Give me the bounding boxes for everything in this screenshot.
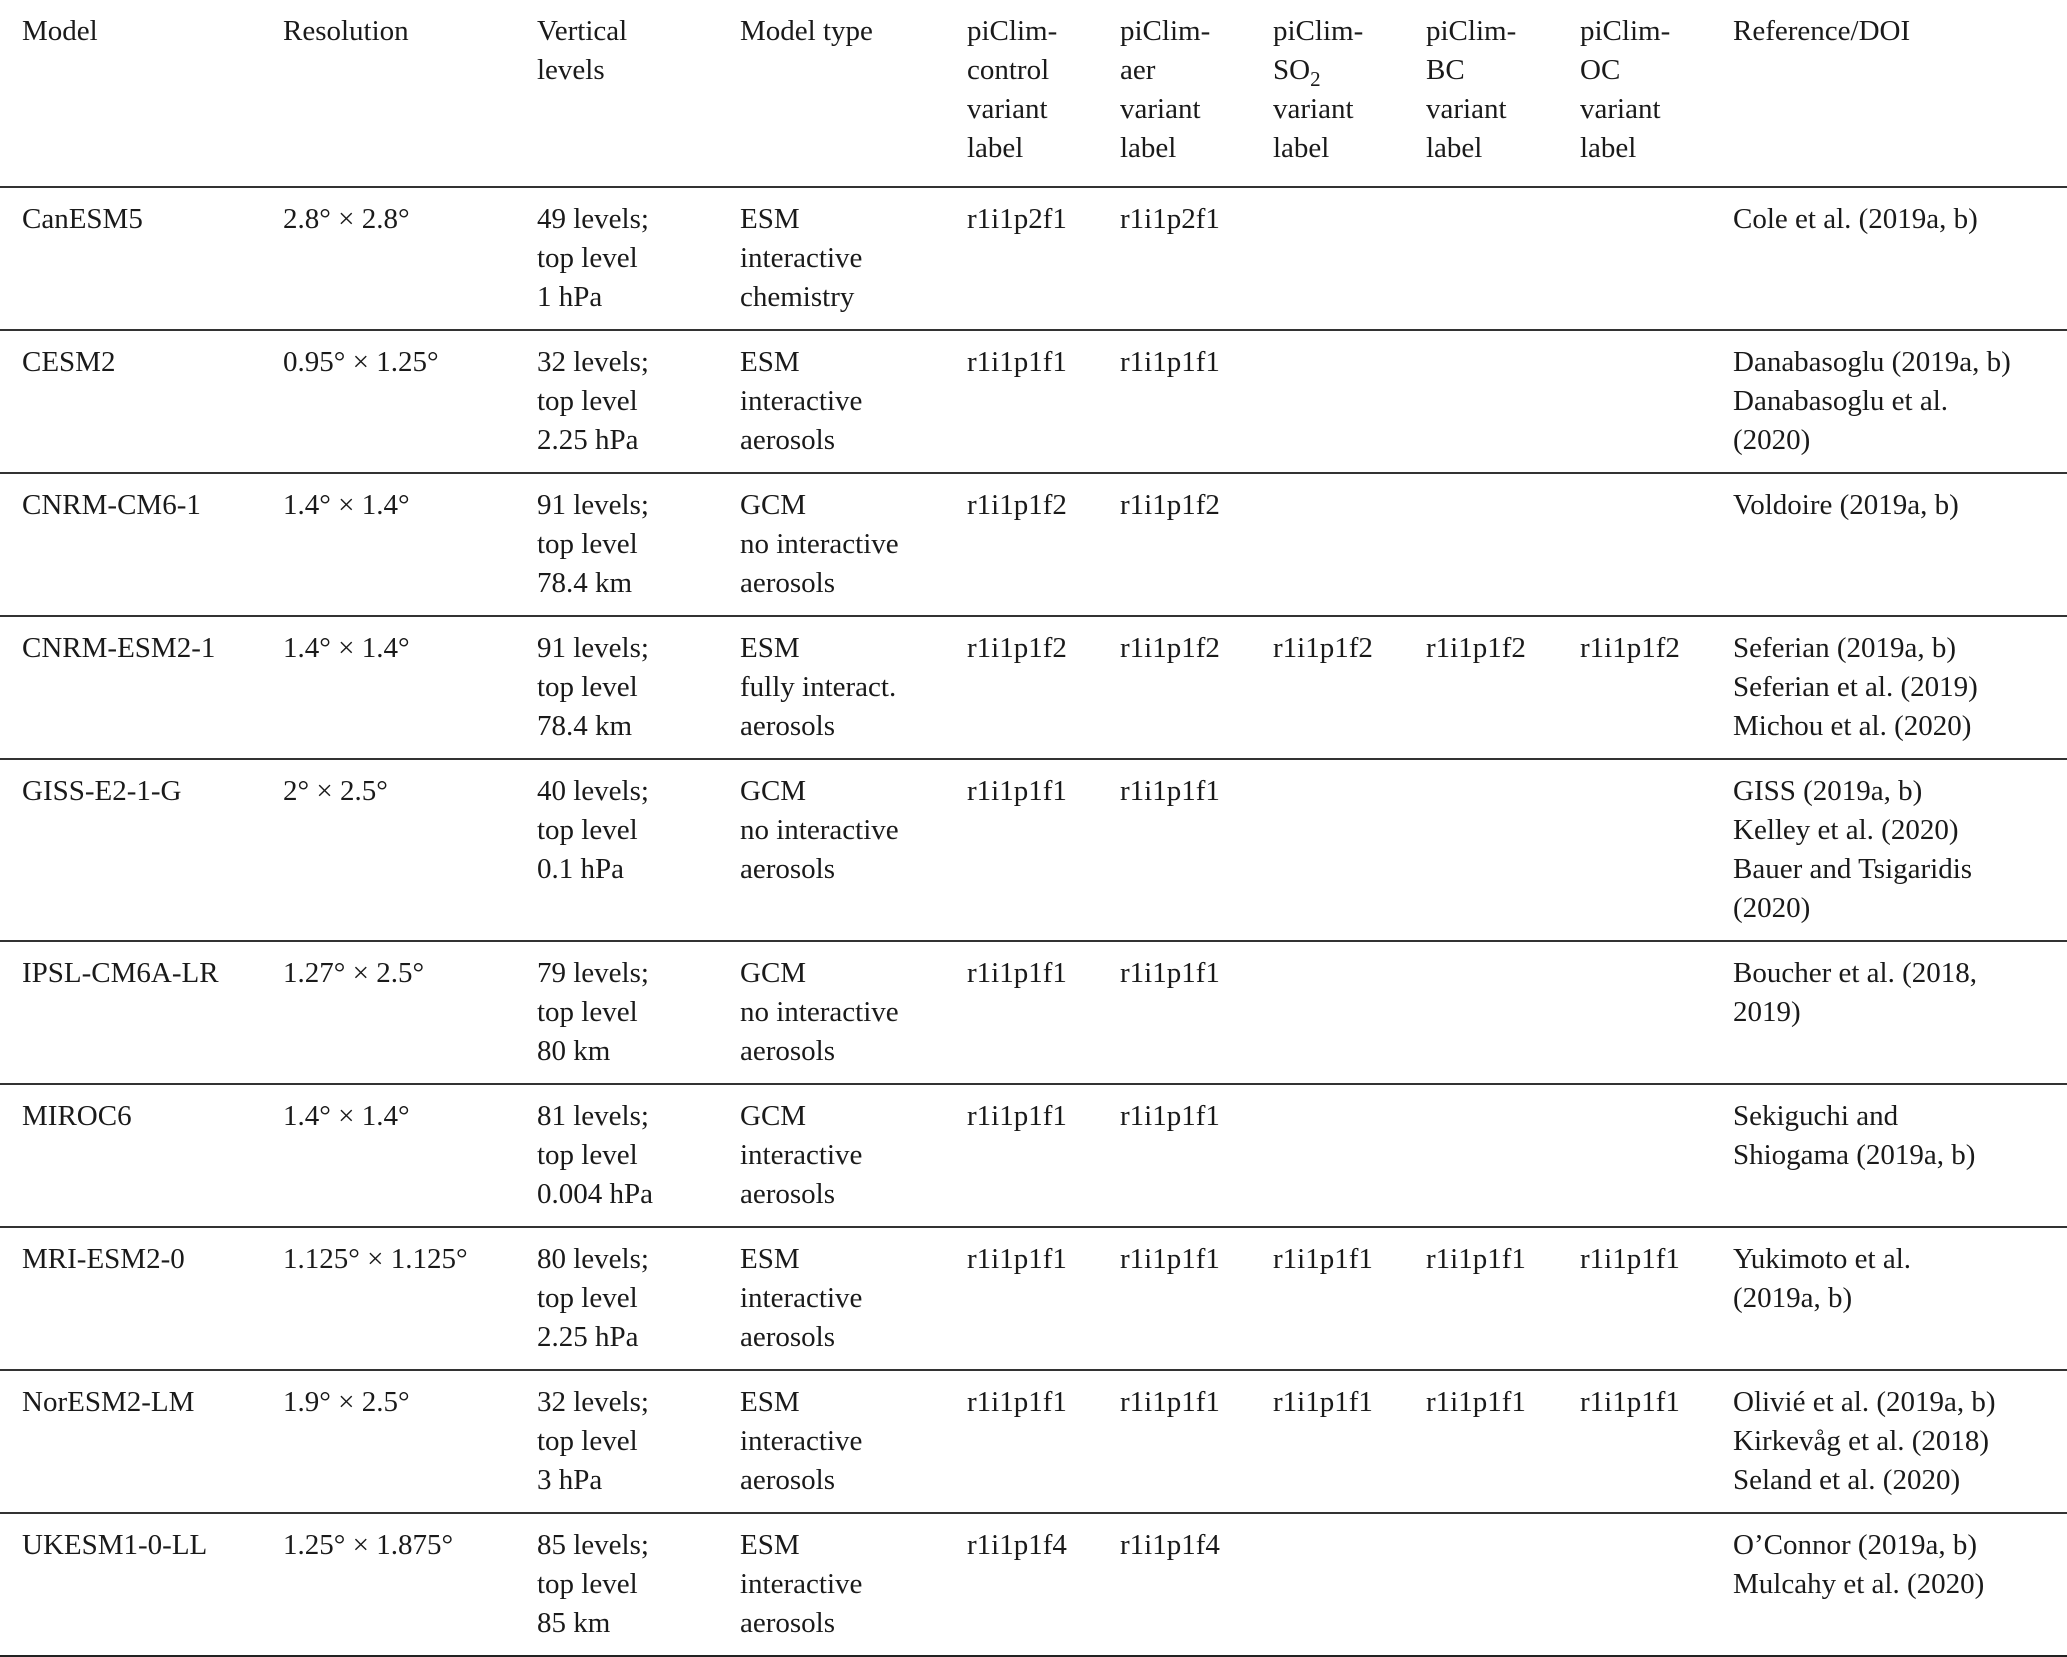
model-name: CESM2 [0, 330, 283, 473]
reference-cell-line: Michou et al. (2020) [1733, 710, 1972, 742]
model-type-cell-line: ESM [740, 1386, 800, 1418]
model-type-cell-line: aerosols [740, 1321, 836, 1353]
reference-cell-line: Seland et al. (2020) [1733, 1464, 1961, 1496]
model-type-cell-line: aerosols [740, 1178, 836, 1210]
vertical-levels-cell-line: 49 levels; [537, 203, 649, 235]
vertical-levels-cell-line: 1 hPa [537, 281, 603, 313]
oc-variant-cell: r1i1p1f1 [1580, 1227, 1733, 1370]
table-row [0, 1513, 2067, 1656]
so2-variant-cell: r1i1p1f2 [1273, 616, 1426, 759]
vertical-levels-cell-line: 32 levels; [537, 1386, 649, 1418]
bc-variant-cell [1426, 473, 1580, 616]
model-name: UKESM1-0-LL [0, 1513, 283, 1656]
header-row [0, 0, 2067, 187]
reference-cell-line: Sekiguchi and [1733, 1100, 1899, 1132]
resolution-cell: 1.4° × 1.4° [283, 1084, 537, 1227]
reference-cell-line: (2020) [1733, 424, 1811, 456]
model-type-cell-line: aerosols [740, 853, 836, 885]
model-type-cell-line: no interactive [740, 996, 899, 1028]
vertical-levels-cell [537, 1370, 740, 1513]
model-type-cell-line: aerosols [740, 567, 836, 599]
control-variant-cell: r1i1p1f1 [967, 1370, 1120, 1513]
vertical-levels-cell-line: 85 km [537, 1607, 611, 1639]
aer-variant-cell: r1i1p1f1 [1120, 1370, 1273, 1513]
vertical-levels-cell-line: 91 levels; [537, 632, 649, 664]
model-name: CNRM-CM6-1 [0, 473, 283, 616]
reference-cell-line: Boucher et al. (2018, [1733, 957, 1978, 989]
table-row [0, 1227, 2067, 1370]
so2-variant-cell: r1i1p1f1 [1273, 1227, 1426, 1370]
vertical-levels-cell-line: top level [537, 814, 638, 846]
model-type-cell [740, 330, 967, 473]
header-control-variant: piClim- control variant label [967, 0, 1120, 187]
vertical-levels-cell [537, 330, 740, 473]
model-type-cell [740, 473, 967, 616]
bc-variant-cell: r1i1p1f1 [1426, 1227, 1580, 1370]
reference-cell [1733, 1227, 2067, 1370]
control-variant-cell: r1i1p1f1 [967, 941, 1120, 1084]
control-variant-cell: r1i1p1f1 [967, 1084, 1120, 1227]
model-name: MIROC6 [0, 1084, 283, 1227]
header-bc-variant: piClim- BC variant label [1426, 0, 1580, 187]
reference-cell-line: Yukimoto et al. [1733, 1243, 1912, 1275]
oc-variant-cell [1580, 1084, 1733, 1227]
reference-cell [1733, 187, 2067, 330]
aer-variant-cell: r1i1p1f2 [1120, 473, 1273, 616]
header-model: Model [0, 0, 283, 187]
so2-variant-cell [1273, 1084, 1426, 1227]
model-type-cell-line: aerosols [740, 424, 836, 456]
reference-cell-line: Kelley et al. (2020) [1733, 814, 1959, 846]
table-body [0, 187, 2067, 1656]
oc-variant-cell [1580, 941, 1733, 1084]
vertical-levels-cell-line: 78.4 km [537, 710, 633, 742]
vertical-levels-cell-line: 91 levels; [537, 489, 649, 521]
model-type-cell-line: GCM [740, 957, 807, 989]
bc-variant-cell [1426, 330, 1580, 473]
oc-variant-cell: r1i1p1f1 [1580, 1370, 1733, 1513]
model-type-cell-line: interactive [740, 242, 863, 274]
reference-cell-line: Seferian et al. (2019) [1733, 671, 1978, 703]
reference-cell-line: Voldoire (2019a, b) [1733, 489, 1959, 521]
aer-variant-cell: r1i1p1f1 [1120, 759, 1273, 941]
reference-cell-line: GISS (2019a, b) [1733, 775, 1923, 807]
aer-variant-cell: r1i1p2f1 [1120, 187, 1273, 330]
header-so2-variant: piClim- $SO_2$ variant label [1273, 0, 1426, 187]
vertical-levels-cell-line: top level [537, 242, 638, 274]
model-type-cell [740, 187, 967, 330]
reference-cell-line: 2019) [1733, 996, 1801, 1028]
vertical-levels-cell-line: 40 levels; [537, 775, 649, 807]
model-type-cell-line: interactive [740, 385, 863, 417]
table-row [0, 1370, 2067, 1513]
model-type-cell-line: interactive [740, 1568, 863, 1600]
model-type-cell-line: chemistry [740, 281, 855, 313]
vertical-levels-cell [537, 473, 740, 616]
vertical-levels-cell [537, 759, 740, 941]
so2-variant-cell [1273, 473, 1426, 616]
aer-variant-cell: r1i1p1f1 [1120, 1227, 1273, 1370]
vertical-levels-cell [537, 1513, 740, 1656]
model-name: CanESM5 [0, 187, 283, 330]
model-name: CNRM-ESM2-1 [0, 616, 283, 759]
model-type-cell-line: no interactive [740, 528, 899, 560]
oc-variant-cell: r1i1p1f2 [1580, 616, 1733, 759]
header-model-type: Model type [740, 0, 967, 187]
vertical-levels-cell-line: 3 hPa [537, 1464, 603, 1496]
table-row [0, 941, 2067, 1084]
model-type-cell-line: interactive [740, 1425, 863, 1457]
reference-cell-line: Cole et al. (2019a, b) [1733, 203, 1978, 235]
resolution-cell: 1.25° × 1.875° [283, 1513, 537, 1656]
aer-variant-cell: r1i1p1f1 [1120, 941, 1273, 1084]
header-aer-variant: piClim- aer variant label [1120, 0, 1273, 187]
header-reference: Reference/DOI [1733, 0, 2067, 187]
reference-cell-line: Danabasoglu (2019a, b) [1733, 346, 2011, 378]
model-type-cell-line: ESM [740, 1529, 800, 1561]
resolution-cell: 0.95° × 1.25° [283, 330, 537, 473]
reference-cell-line: O’Connor (2019a, b) [1733, 1529, 1978, 1561]
control-variant-cell: r1i1p1f4 [967, 1513, 1120, 1656]
vertical-levels-cell-line: top level [537, 1282, 638, 1314]
vertical-levels-cell-line: 0.1 hPa [537, 853, 624, 885]
oc-variant-cell [1580, 473, 1733, 616]
vertical-levels-cell [537, 1084, 740, 1227]
vertical-levels-cell [537, 1227, 740, 1370]
bc-variant-cell: r1i1p1f2 [1426, 616, 1580, 759]
model-type-cell-line: ESM [740, 203, 800, 235]
aer-variant-cell: r1i1p1f1 [1120, 330, 1273, 473]
vertical-levels-cell-line: top level [537, 385, 638, 417]
resolution-cell: 2.8° × 2.8° [283, 187, 537, 330]
reference-cell-line: Seferian (2019a, b) [1733, 632, 1957, 664]
bc-variant-cell [1426, 941, 1580, 1084]
model-type-cell [740, 1370, 967, 1513]
model-name: MRI-ESM2-0 [0, 1227, 283, 1370]
oc-variant-cell [1580, 1513, 1733, 1656]
model-name: IPSL-CM6A-LR [0, 941, 283, 1084]
bc-variant-cell: r1i1p1f1 [1426, 1370, 1580, 1513]
vertical-levels-cell-line: 80 levels; [537, 1243, 649, 1275]
model-type-cell [740, 1227, 967, 1370]
reference-cell [1733, 616, 2067, 759]
model-type-cell-line: aerosols [740, 710, 836, 742]
vertical-levels-cell-line: 81 levels; [537, 1100, 649, 1132]
resolution-cell: 1.4° × 1.4° [283, 473, 537, 616]
oc-variant-cell [1580, 759, 1733, 941]
vertical-levels-cell [537, 187, 740, 330]
control-variant-cell: r1i1p1f1 [967, 759, 1120, 941]
reference-cell [1733, 759, 2067, 941]
reference-cell [1733, 330, 2067, 473]
reference-cell [1733, 473, 2067, 616]
vertical-levels-cell-line: 79 levels; [537, 957, 649, 989]
control-variant-cell: r1i1p1f2 [967, 616, 1120, 759]
model-type-cell-line: aerosols [740, 1607, 836, 1639]
model-type-cell-line: interactive [740, 1139, 863, 1171]
table-row [0, 759, 2067, 941]
reference-cell-line: Bauer and Tsigaridis [1733, 853, 1973, 885]
reference-cell-line: Mulcahy et al. (2020) [1733, 1568, 1985, 1600]
control-variant-cell: r1i1p1f1 [967, 330, 1120, 473]
vertical-levels-cell-line: 80 km [537, 1035, 611, 1067]
so2-variant-cell [1273, 187, 1426, 330]
resolution-cell: 1.9° × 2.5° [283, 1370, 537, 1513]
bc-variant-cell [1426, 1084, 1580, 1227]
control-variant-cell: r1i1p1f2 [967, 473, 1120, 616]
reference-cell-line: Danabasoglu et al. [1733, 385, 1949, 417]
so2-variant-cell [1273, 941, 1426, 1084]
vertical-levels-cell-line: 78.4 km [537, 567, 633, 599]
reference-cell-line: Shiogama (2019a, b) [1733, 1139, 1976, 1171]
table-row [0, 1084, 2067, 1227]
reference-cell-line: (2020) [1733, 892, 1811, 924]
resolution-cell: 1.125° × 1.125° [283, 1227, 537, 1370]
model-type-cell-line: aerosols [740, 1464, 836, 1496]
model-type-cell [740, 1513, 967, 1656]
vertical-levels-cell-line: 0.004 hPa [537, 1178, 653, 1210]
oc-variant-cell [1580, 187, 1733, 330]
bc-variant-cell [1426, 759, 1580, 941]
model-type-cell [740, 759, 967, 941]
resolution-cell: 1.27° × 2.5° [283, 941, 537, 1084]
header-resolution: Resolution [283, 0, 537, 187]
table-row [0, 187, 2067, 330]
so2-variant-cell [1273, 330, 1426, 473]
model-type-cell-line: fully interact. [740, 671, 897, 703]
vertical-levels-cell-line: top level [537, 1568, 638, 1600]
model-type-cell [740, 1084, 967, 1227]
bc-variant-cell [1426, 187, 1580, 330]
reference-cell [1733, 941, 2067, 1084]
model-type-cell-line: no interactive [740, 814, 899, 846]
vertical-levels-cell [537, 941, 740, 1084]
aer-variant-cell: r1i1p1f1 [1120, 1084, 1273, 1227]
reference-cell [1733, 1513, 2067, 1656]
reference-cell [1733, 1370, 2067, 1513]
reference-cell-line: Kirkevåg et al. (2018) [1733, 1425, 1990, 1457]
vertical-levels-cell-line: top level [537, 1425, 638, 1457]
so2-variant-cell: r1i1p1f1 [1273, 1370, 1426, 1513]
vertical-levels-cell-line: 2.25 hPa [537, 1321, 639, 1353]
model-type-cell [740, 941, 967, 1084]
model-type-cell-line: aerosols [740, 1035, 836, 1067]
resolution-cell: 1.4° × 1.4° [283, 616, 537, 759]
resolution-cell: 2° × 2.5° [283, 759, 537, 941]
table-row [0, 330, 2067, 473]
aer-variant-cell: r1i1p1f2 [1120, 616, 1273, 759]
header-oc-variant: piClim- OC variant label [1580, 0, 1733, 187]
table-row [0, 616, 2067, 759]
reference-cell-line: Olivié et al. (2019a, b) [1733, 1386, 1996, 1418]
vertical-levels-cell-line: 32 levels; [537, 346, 649, 378]
so2-variant-cell [1273, 759, 1426, 941]
header-vertical-levels: Vertical levels [537, 0, 740, 187]
vertical-levels-cell-line: top level [537, 671, 638, 703]
vertical-levels-cell-line: top level [537, 528, 638, 560]
vertical-levels-cell-line: 85 levels; [537, 1529, 649, 1561]
aer-variant-cell: r1i1p1f4 [1120, 1513, 1273, 1656]
model-name: GISS-E2-1-G [0, 759, 283, 941]
vertical-levels-cell-line: top level [537, 996, 638, 1028]
table-row [0, 473, 2067, 616]
so2-variant-cell [1273, 1513, 1426, 1656]
model-type-cell-line: interactive [740, 1282, 863, 1314]
model-type-cell [740, 616, 967, 759]
model-type-cell-line: ESM [740, 346, 800, 378]
vertical-levels-cell-line: 2.25 hPa [537, 424, 639, 456]
model-type-cell-line: GCM [740, 775, 807, 807]
model-type-cell-line: GCM [740, 1100, 807, 1132]
model-type-cell-line: GCM [740, 489, 807, 521]
control-variant-cell: r1i1p2f1 [967, 187, 1120, 330]
reference-cell-line: (2019a, b) [1733, 1282, 1853, 1314]
oc-variant-cell [1580, 330, 1733, 473]
reference-cell [1733, 1084, 2067, 1227]
model-type-cell-line: ESM [740, 632, 800, 664]
control-variant-cell: r1i1p1f1 [967, 1227, 1120, 1370]
vertical-levels-cell [537, 616, 740, 759]
bc-variant-cell [1426, 1513, 1580, 1656]
vertical-levels-cell-line: top level [537, 1139, 638, 1171]
model-name: NorESM2-LM [0, 1370, 283, 1513]
model-type-cell-line: ESM [740, 1243, 800, 1275]
